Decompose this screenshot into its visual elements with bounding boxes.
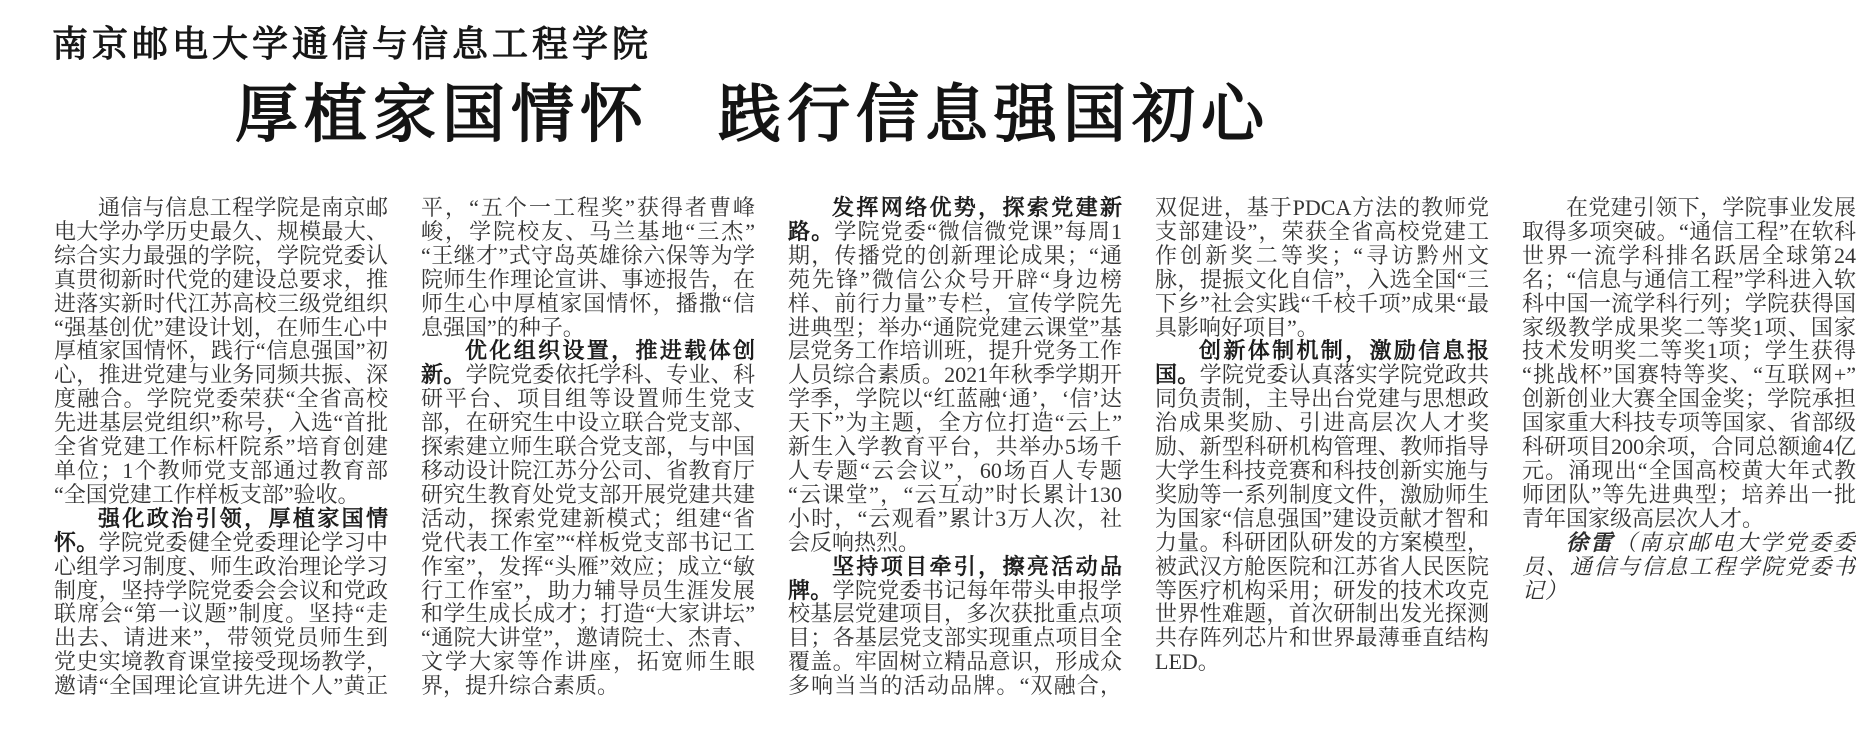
newspaper-page: [0, 22, 1856, 730]
paragraph-lead: 优化组织设置，推进载体创新。: [421, 338, 755, 388]
byline-author-name: 徐雷: [1566, 529, 1615, 555]
article-title: 厚植家国情怀 践行信息强国初心: [235, 80, 1270, 150]
paragraph-lead: 发挥网络优势，探索党建新路。: [788, 195, 1122, 244]
paragraph-text: 在党建引领下，学院事业发展取得多项突破。“通信工程”在软科世界一流学科排名跃居全球第24名；“信息与通信工程”学科进入软科中国一流学科行列；学院获得国家级教学成果奖二等奖1项、国家技术发明奖二等奖1项；学生获得“挑战杯”国赛特等奖、“互联网+”创新创业大赛全国金奖；学院承担国家重大科技专项等国家、省部级科研项目200余项，合同总额逾4亿元。涌现出“全国高校黄大年式教师团队”等先进典型；培养出一批青年国家级高层次人才。: [1522, 195, 1856, 531]
paragraph-text: 学院党委“微信微党课”每周1期，传播党的创新理论成果；“通苑先锋”微信公众号开辟“身边榜样、前行力量”专栏，宣传学院先进典型；举办“通院党建云课堂”基层党务工作培训班，提升党务工作人员综合素质。2021年秋季学期开学季，学院以“红蓝融‘通’，‘信’达天下”为主题，全方位打造“云上”新生入学教育平台，共举办5场千人专题“云会议”，60场百人专题“云课堂”，“云互动”时长累计130小时，“云观看”累计3万人次，社会反响热烈。: [788, 218, 1122, 555]
paragraph-lead: 坚持项目牵引，擦亮活动品牌。: [788, 553, 1122, 603]
article-paragraph: [1155, 339, 1489, 674]
paragraph-text: 通信与信息工程学院是南京邮电大学办学历史最久、规模最大、综合实力最强的学院，学院党委认真贯彻新时代党的建设总要求，推进落实新时代江苏高校三级党组织“强基创优”建设计划，在师生心中厚植家国情怀，践行“信息强国”初心，推进党建与业务同频共振、深度融合。学院党委荣获“全省高校先进基层党组织”称号，入选“首批全省党建工作标杆院系”培育创建单位；1个教师党支部通过教育部“全国党建工作样板支部”验收。: [54, 195, 388, 507]
paragraph-text: 学院党委认真落实学院党政共同负责制，主导出台党建与思想政治成果奖励、引进高层次人才奖励、新型科研机构管理、教师指导大学生科技竞赛和科技创新实施与奖励等一系列制度文件，激励师生为国家“信息强国”建设贡献才智和力量。科研团队研发的方案模型，被武汉方舱医院和江苏省人民医院等医疗机构采用；研发的技术攻克世界性难题，首次研制出发光探测共存阵列芯片和世界最薄垂直结构LED。: [1155, 362, 1489, 675]
kicker-college-name: 南京邮电大学通信与信息工程学院: [52, 24, 653, 64]
article-body: [54, 195, 1856, 702]
paragraph-lead: 强化政治引领，厚植家国情怀。: [54, 505, 388, 555]
article-byline: [1522, 531, 1856, 603]
article-paragraph: [1522, 196, 1856, 531]
paragraph-text: 学院党委依托学科、专业、科研平台、项目组等设置师生党支部，在研究生中设立联合党支部、探索建立师生联合党支部，与中国移动设计院江苏分公司、省教育厅研究生教育处党支部开展党建共建活动，探索党建新模式；组建“省党代表工作室”“样板党支部书记工作室”，发挥“头雁”效应；成立“敏行工作室”，助力辅导员生涯发展和学生成长成才；打造“大家讲坛”“通院大讲堂”，邀请院士、杰青、文学大家等作讲座，拓宽师生眼界，提升综合素质。: [421, 362, 755, 699]
article-header: [0, 22, 1505, 152]
paragraph-text: 学院党委健全党委理论学习中心组学习制度、师生政治理论学习制度，坚持学院党委会会议和党政联席会“第一议题”制度。坚持“走出去、请进来”，带领党员师生到党史实境教育课堂接受现场教学，邀请“全国理论宣讲先进个人”黄正平，“五个一工程奖”获得者曹峰峻，学院校友、马兰基地“三杰”“王继才”式守岛英雄徐六保等为学院师生作理论宣讲、事迹报告，在师生心中厚植家国情怀，播撒“信息强国”的种子。: [54, 195, 755, 699]
article-paragraph: [788, 196, 1122, 555]
paragraph-text: 学院党委书记每年带头申报学校基层党建项目，多次获批重点项目；各基层党支部实现重点项目全覆盖。牢固树立精品意识，形成众多响当当的活动品牌。“双融合，双促进，基于PDCA方法的教师党支部建设”，荣获全省高校党建工作创新奖二等奖；“寻访黔州文脉，提振文化自信”，入选全国“三下乡”社会实践“千校千项”成果“最具影响好项目”。: [788, 195, 1489, 699]
paragraph-lead: 创新体制机制，激励信息报国。: [1155, 338, 1489, 388]
article-paragraph: [421, 339, 755, 698]
article-paragraph: [54, 196, 388, 507]
byline-author-affiliation: （南京邮电大学党委委员、通信与信息工程学院党委书记）: [1522, 529, 1856, 603]
